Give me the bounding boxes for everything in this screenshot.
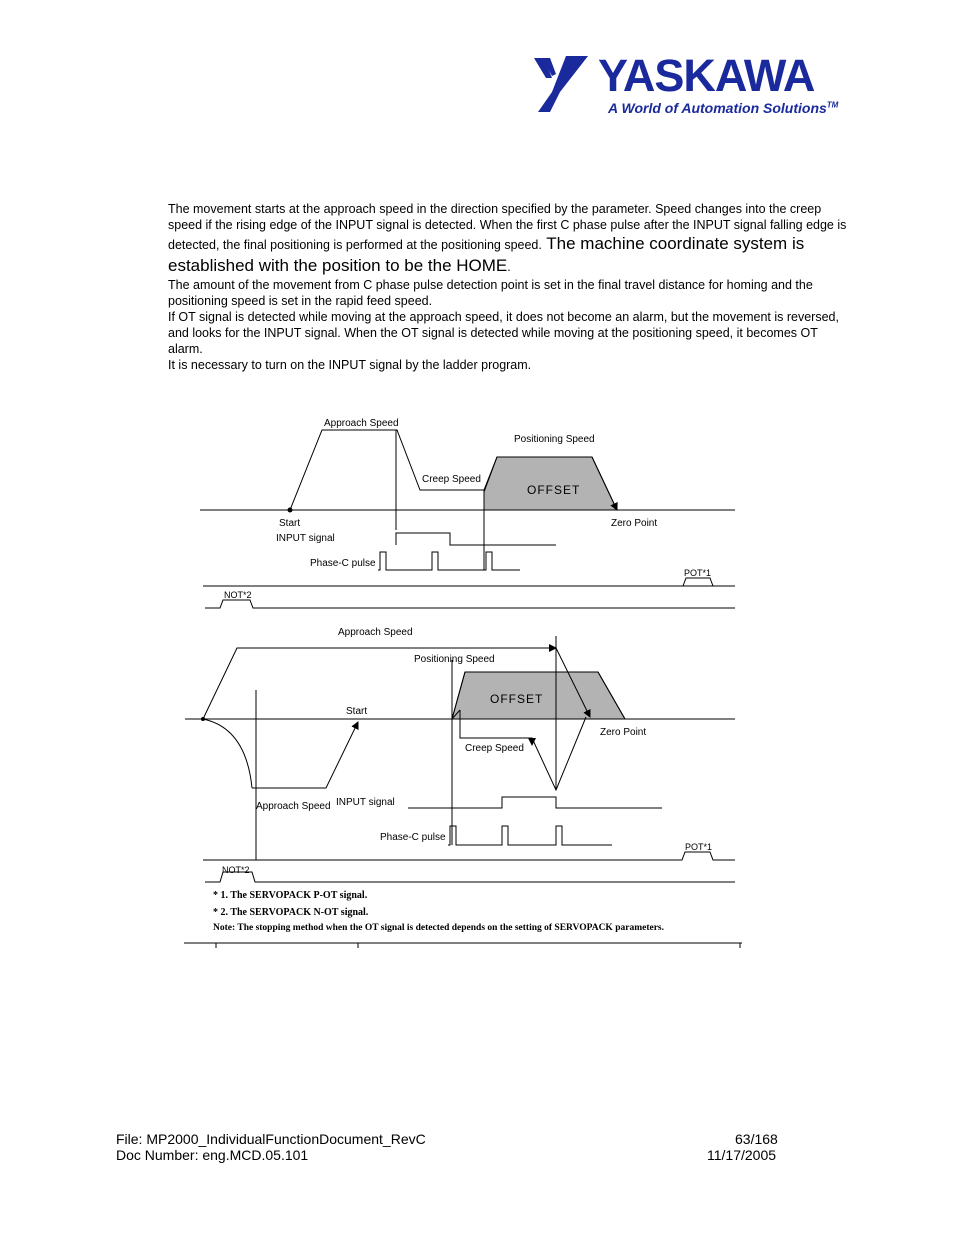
label-input-signal-top: INPUT signal <box>276 533 335 544</box>
note-3: Note: The stopping method when the OT signal is detected depends on the setting of SERVOPACK parameters. <box>213 923 664 933</box>
label-phase-c-bottom: Phase-C pulse <box>380 832 446 843</box>
paragraph-2: The amount of the movement from C phase pulse detection point is set in the final travel distance for homing and the positioning speed is set in the rapid feed speed. <box>168 278 813 308</box>
homing-diagram <box>180 400 760 950</box>
logo-brand: YASKAWA <box>598 50 815 101</box>
label-start-bottom: Start <box>346 706 368 717</box>
body-text <box>168 201 848 373</box>
reversal-curve <box>203 719 252 788</box>
phase-c-pulse-top <box>378 552 520 570</box>
not-signal-top <box>205 600 735 608</box>
label-approach-speed-top: Approach Speed <box>324 418 399 429</box>
footer-page-number: 63/168 <box>735 1131 778 1147</box>
label-not-bottom: NOT*2 <box>222 865 250 875</box>
pot-signal-bottom <box>203 852 735 860</box>
pot-signal-top <box>203 578 735 586</box>
yaskawa-logo <box>530 50 839 122</box>
label-pot-bottom: POT*1 <box>685 842 713 852</box>
phase-c-pulse-bottom <box>448 826 612 845</box>
paragraph-3: If OT signal is detected while moving at the approach speed, it does not become an alarm, but the movement is reversed, and looks for the INPUT signal. When the OT signal is detected while moving at the positioning speed, it becomes OT alarm. <box>168 310 839 356</box>
note-1: * 1. The SERVOPACK P-OT signal. <box>213 890 368 901</box>
label-creep-speed-bottom: Creep Speed <box>465 743 524 754</box>
footer-file: File: MP2000_IndividualFunctionDocument_RevC <box>116 1131 426 1147</box>
yaskawa-emblem-icon <box>530 52 600 114</box>
label-pot-top: POT*1 <box>684 568 712 578</box>
input-signal-bottom <box>408 797 662 808</box>
start-point-top <box>288 508 293 513</box>
label-input-signal-bottom: INPUT signal <box>336 797 395 808</box>
label-approach-speed-bottom: Approach Speed <box>256 801 331 812</box>
input-signal-top <box>396 533 556 545</box>
label-approach-speed-bottom-top: Approach Speed <box>338 627 413 638</box>
label-creep-speed-top: Creep Speed <box>422 474 481 485</box>
label-positioning-speed-bottom: Positioning Speed <box>414 654 495 665</box>
logo-tagline: A World of Automation Solutions™ <box>608 100 839 116</box>
label-offset-bottom: OFFSET <box>490 692 544 706</box>
note-2: * 2. The SERVOPACK N-OT signal. <box>213 907 369 918</box>
not-signal-bottom <box>205 872 735 882</box>
label-positioning-speed-top: Positioning Speed <box>514 434 595 445</box>
label-offset-top: OFFSET <box>527 483 581 497</box>
reverse-path-bottom <box>252 722 358 788</box>
label-zero-point-top: Zero Point <box>611 518 658 529</box>
label-start-top: Start <box>279 518 301 529</box>
paragraph-1: The movement starts at the approach speed in the direction specified by the parameter. Speed changes into the creep speed if the rising edge of the INPUT signal is detected. When the first C phase pulse after the INPUT signal falling edge is detected, the final positioning is performed at the positioning speed. The machine coordinate system is established with the position to be the HOME. <box>168 202 847 275</box>
label-phase-c-top: Phase-C pulse <box>310 558 376 569</box>
footer-doc-number: Doc Number: eng.MCD.05.101 <box>116 1147 309 1163</box>
footer-date: 11/17/2005 <box>707 1147 777 1163</box>
label-not-top: NOT*2 <box>224 590 252 600</box>
paragraph-4: It is necessary to turn on the INPUT signal by the ladder program. <box>168 358 532 372</box>
label-zero-point-bottom: Zero Point <box>600 727 647 738</box>
